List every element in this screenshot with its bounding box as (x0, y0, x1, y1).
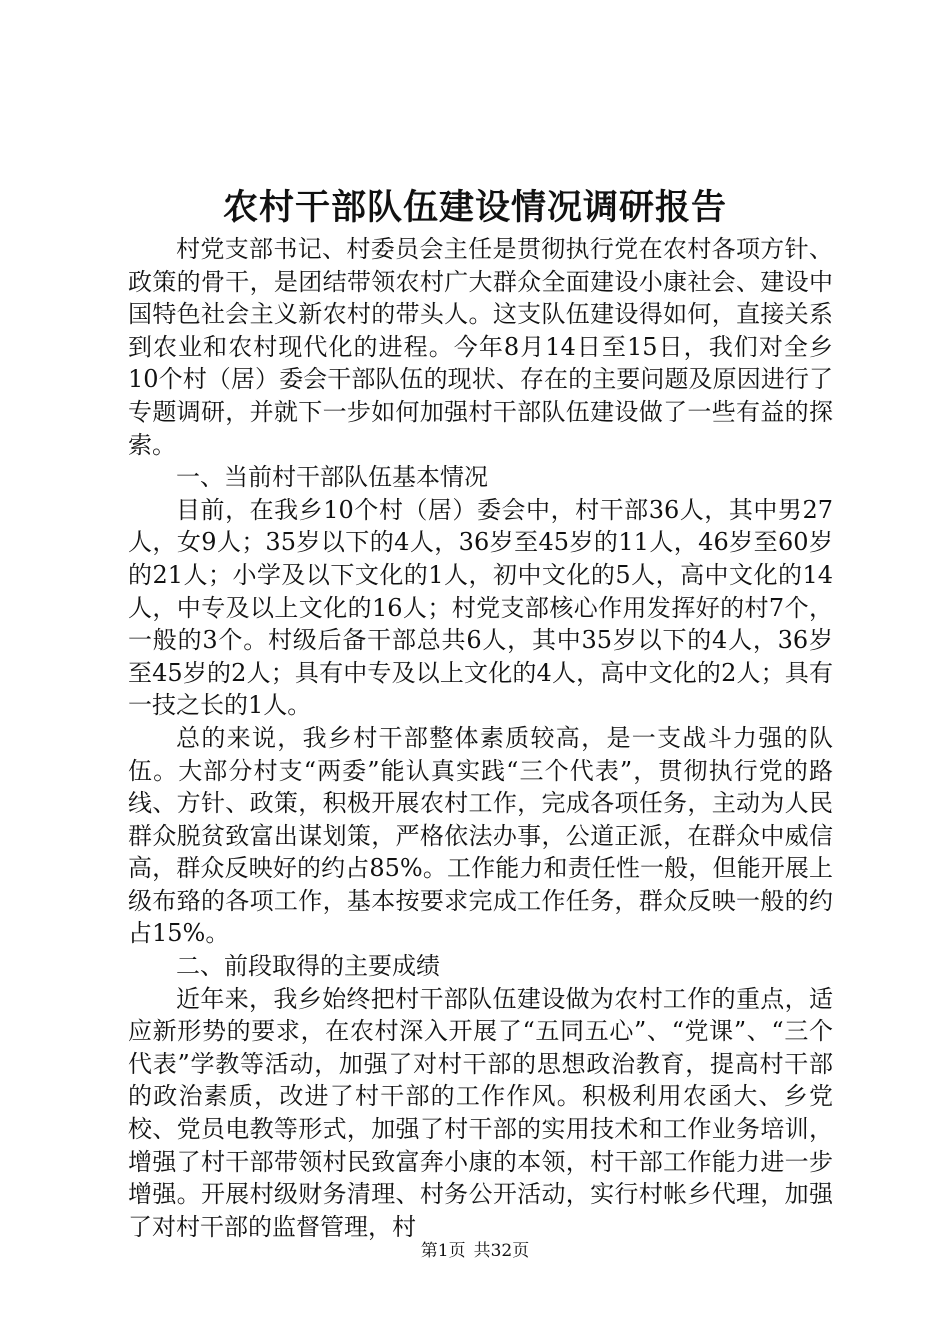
section-heading-1: 一、当前村干部队伍基本情况 (176, 463, 488, 492)
page-count: 共32页 (473, 1241, 530, 1261)
page-footer (0, 1240, 950, 1262)
paragraph-statistics: 目前，在我乡10个村（居）委会中，村干部36人，其中男27人，女9人；35岁以下的4人，36岁至45岁的11人，46岁至60岁的21人；小学及以下文化的1人，初中文化的5人，高中文化的14人，中专及以上文化的16人；村党支部核心作用发挥好的村7个，一般的3个。村级后备干部总共6人，其中35岁以下的4人，36岁至45岁的2人；具有中专及以上文化的4人，高中文化的2人；具有一技之长的1人。 (128, 495, 833, 720)
paragraph-intro: 村党支部书记、村委员会主任是贯彻执行党在农村各项方针、政策的骨干，是团结带领农村广大群众全面建设小康社会、建设中国特色社会主义新农村的带头人。这支队伍建设得如何，直接关系到农业和农村现代化的进程。今年8月14日至15日，我们对全乡10个村（居）委会干部队伍的现状、存在的主要问题及原因进行了专题调研，并就下一步如何加强村干部队伍建设做了一些有益的探索。 (128, 235, 833, 459)
document-body (128, 233, 833, 1243)
document-title: 农村干部队伍建设情况调研报告 (222, 187, 727, 228)
section-heading-2: 二、前段取得的主要成绩 (176, 952, 440, 981)
page-number: 第1页 (420, 1241, 466, 1261)
paragraph-overall-assessment: 总的来说，我乡村干部整体素质较高，是一支战斗力强的队伍。大部分村支“两委”能认真实践“三个代表”，贯彻执行党的路线、方针、政策，积极开展农村工作，完成各项任务，主动为人民群众脱贫致富出谋划策，严格依法办事，公道正派，在群众中威信高，群众反映好的约占85%。工作能力和责任性一般，但能开展上级布臵的各项工作，基本按要求完成工作任务，群众反映一般的约占15%。 (128, 723, 833, 948)
paragraph-achievements: 近年来，我乡始终把村干部队伍建设做为农村工作的重点，适应新形势的要求，在农村深入开展了“五同五心”、“党课”、“三个代表”学教等活动，加强了对村干部的思想政治教育，提高村干部的政治素质，改进了村干部的工作作风。积极利用农函大、乡党校、党员电教等形式，加强了村干部的实用技术和工作业务培训，增强了村干部带领村民致富奔小康的本领，村干部工作能力进一步增强。开展村级财务清理、村务公开活动，实行村帐乡代理，加强了对村干部的监督管理，村 (128, 984, 833, 1241)
